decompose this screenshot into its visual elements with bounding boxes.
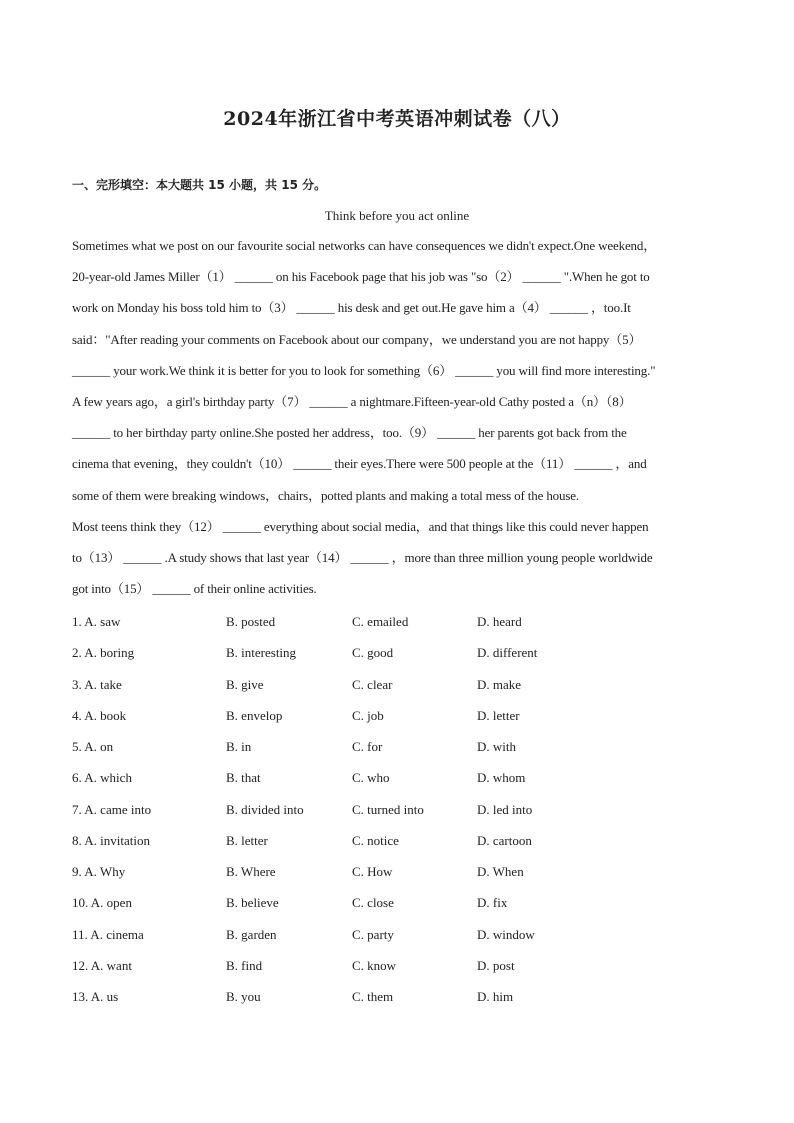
option-d: D. letter bbox=[477, 707, 520, 723]
question-row bbox=[72, 676, 722, 707]
option-a: 13. A. us bbox=[72, 989, 119, 1004]
option-c: C. know bbox=[352, 957, 397, 973]
passage-title: Think before you act online bbox=[324, 208, 470, 223]
passage-line: got into（15） ______ of their online activities. bbox=[72, 581, 317, 597]
option-c: C. clear bbox=[352, 676, 393, 692]
option-d: D. heard bbox=[477, 614, 522, 629]
option-b: B. divided into bbox=[226, 801, 304, 817]
question-row bbox=[72, 801, 722, 832]
option-b: B. find bbox=[226, 957, 263, 973]
option-a: 8. A. invitation bbox=[72, 832, 150, 848]
page-title: 2024年浙江省中考英语冲刺试卷（八） bbox=[223, 108, 571, 130]
passage-line: ______ to her birthday party online.She posted her address，too.（9） ______ her parents got back from the bbox=[72, 425, 627, 441]
option-d: D. window bbox=[477, 926, 535, 942]
passage-line: ______ your work.We think it is better for you to look for something（6） ______ you will find more interesting." bbox=[72, 362, 656, 378]
option-a: 10. A. open bbox=[72, 895, 132, 911]
question-options bbox=[72, 613, 722, 1019]
option-c: C. notice bbox=[352, 832, 399, 848]
option-d: D. with bbox=[477, 739, 516, 754]
passage-line: said："After reading your comments on Facebook about our company，we understand you are not happy（5） bbox=[72, 331, 642, 347]
option-a: 11. A. cinema bbox=[72, 926, 144, 942]
option-c: C. who bbox=[352, 770, 390, 786]
option-a: 12. A. want bbox=[72, 957, 132, 973]
option-b: B. you bbox=[226, 989, 261, 1004]
option-b: B. posted bbox=[226, 614, 276, 629]
option-c: C. them bbox=[352, 989, 394, 1004]
option-b: B. in bbox=[226, 739, 252, 754]
passage-line: 20-year-old James Miller（1） ______ on his Facebook page that his job was "so（2） ______ ".When he got to bbox=[72, 269, 650, 285]
option-d: D. led into bbox=[477, 801, 533, 817]
option-d: D. post bbox=[477, 957, 515, 973]
option-c: C. for bbox=[352, 739, 383, 754]
passage-line: Most teens think they（12） ______ everything about social media，and that things like this could never happen bbox=[72, 518, 649, 534]
question-row bbox=[72, 707, 722, 738]
option-d: D. different bbox=[477, 645, 538, 661]
passage-line: Sometimes what we post on our favourite social networks can have consequences we didn't expect.One weekend， bbox=[72, 238, 657, 253]
question-row bbox=[72, 738, 722, 769]
question-row bbox=[72, 769, 722, 800]
question-row bbox=[72, 957, 722, 988]
option-c: C. good bbox=[352, 645, 394, 661]
option-c: C. turned into bbox=[352, 801, 424, 817]
option-d: D. fix bbox=[477, 895, 508, 911]
option-a: 3. A. take bbox=[72, 676, 122, 692]
question-row bbox=[72, 613, 722, 644]
option-a: 2. A. boring bbox=[72, 645, 135, 661]
option-c: C. emailed bbox=[352, 614, 409, 629]
question-row bbox=[72, 926, 722, 957]
option-d: D. him bbox=[477, 989, 514, 1004]
option-b: B. interesting bbox=[226, 645, 297, 661]
option-d: D. When bbox=[477, 864, 524, 879]
option-c: C. How bbox=[352, 864, 393, 879]
option-c: C. close bbox=[352, 895, 394, 911]
option-a: 5. A. on bbox=[72, 739, 114, 754]
question-row bbox=[72, 644, 722, 675]
passage-line: work on Monday his boss told him to（3） ______ his desk and get out.He gave him a（4） ______ ，too.It bbox=[72, 300, 631, 316]
option-c: C. party bbox=[352, 926, 394, 942]
option-d: D. whom bbox=[477, 770, 526, 786]
passage-line: some of them were breaking windows，chairs，potted plants and making a total mess of the house. bbox=[72, 487, 580, 503]
question-row bbox=[72, 832, 722, 863]
question-row bbox=[72, 988, 722, 1019]
option-b: B. give bbox=[226, 676, 264, 692]
section-heading: 一、完形填空：本大题共 15 小题，共 15 分。 bbox=[72, 178, 327, 192]
passage-body bbox=[72, 237, 722, 611]
option-b: B. Where bbox=[226, 864, 276, 879]
passage-line: A few years ago，a girl's birthday party（7） ______ a nightmare.Fifteen-year-old Cathy posted a（n）（8） bbox=[72, 393, 632, 409]
option-a: 7. A. came into bbox=[72, 801, 152, 817]
question-row bbox=[72, 863, 722, 894]
option-b: B. envelop bbox=[226, 707, 283, 723]
option-c: C. job bbox=[352, 707, 384, 723]
option-d: D. cartoon bbox=[477, 832, 532, 848]
passage-line: to（13） ______ .A study shows that last year（14） ______ ，more than three million young people worldwide bbox=[72, 549, 653, 565]
option-b: B. garden bbox=[226, 926, 277, 942]
option-a: 1. A. saw bbox=[72, 614, 121, 629]
option-a: 4. A. book bbox=[72, 707, 127, 723]
option-a: 6. A. which bbox=[72, 770, 132, 786]
option-b: B. that bbox=[226, 770, 261, 786]
option-b: B. letter bbox=[226, 832, 268, 848]
option-a: 9. A. Why bbox=[72, 864, 126, 879]
passage-line: cinema that evening，they couldn't（10） ______ their eyes.There were 500 people at the（11） ______ ，and bbox=[72, 456, 647, 472]
option-b: B. believe bbox=[226, 895, 279, 911]
question-row bbox=[72, 894, 722, 925]
option-d: D. make bbox=[477, 676, 522, 692]
